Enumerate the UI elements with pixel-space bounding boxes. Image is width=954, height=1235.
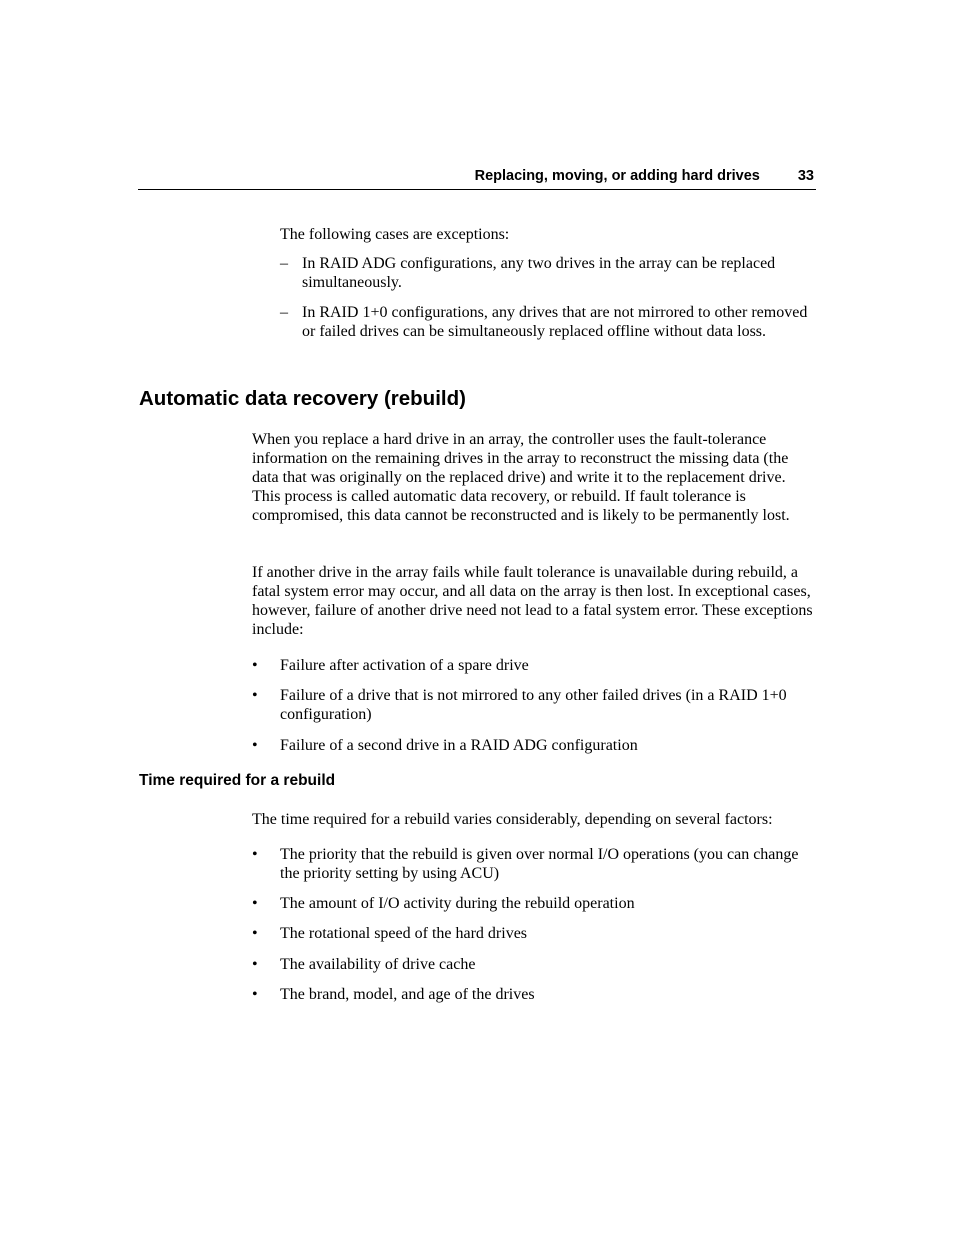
list-item-text: The availability of drive cache — [280, 956, 476, 973]
list-item-text: In RAID ADG configurations, any two drives in the array can be replaced simultaneously. — [302, 255, 776, 291]
list-item-text: The rotational speed of the hard drives — [280, 925, 528, 942]
paragraph: If another drive in the array fails while fault tolerance is unavailable during rebuild, a fatal system error may occur, and all data on the array is then lost. In exceptional cases, however, failure of another drive need not lead to a fatal system error. These exceptions include: — [252, 564, 813, 638]
bullet-marker: • — [252, 657, 258, 674]
page-header — [138, 168, 816, 190]
list-item-text: The priority that the rebuild is given over normal I/O operations (you can change the priority setting by using ACU) — [280, 846, 799, 882]
bullet-marker: • — [252, 956, 258, 973]
bullet-marker: • — [252, 846, 258, 863]
bullet-marker: • — [252, 925, 258, 942]
dash-marker: – — [280, 255, 288, 272]
exceptions-intro: The following cases are exceptions: — [280, 226, 510, 243]
list-item-text: In RAID 1+0 configurations, any drives that are not mirrored to other removed or failed drives can be simultaneously replaced offline without data loss. — [302, 304, 808, 340]
bullet-marker: • — [252, 986, 258, 1003]
paragraph: The time required for a rebuild varies considerably, depending on several factors: — [252, 811, 773, 828]
section-heading: Automatic data recovery (rebuild) — [139, 387, 466, 410]
header-title: Replacing, moving, or adding hard drives — [474, 168, 760, 184]
dash-marker: – — [280, 304, 288, 321]
list-item-text: Failure after activation of a spare drive — [280, 657, 529, 674]
list-item-text: The amount of I/O activity during the rebuild operation — [280, 895, 635, 912]
subsection-heading: Time required for a rebuild — [139, 772, 336, 789]
bullet-marker: • — [252, 737, 258, 754]
page-number: 33 — [797, 168, 814, 184]
bullet-marker: • — [252, 895, 258, 912]
list-item-text: The brand, model, and age of the drives — [280, 986, 535, 1003]
list-item-text: Failure of a drive that is not mirrored to any other failed drives (in a RAID 1+0 configuration) — [280, 687, 787, 723]
paragraph: When you replace a hard drive in an array, the controller uses the fault-tolerance information on the remaining drives in the array to reconstruct the missing data (the data that was originally on the replaced drive) and write it to the replacement drive. This process is called automatic data recovery, or rebuild. If fault tolerance is compromised, this data cannot be reconstructed and is likely to be permanently lost. — [252, 431, 790, 524]
bullet-marker: • — [252, 687, 258, 704]
list-item-text: Failure of a second drive in a RAID ADG configuration — [280, 737, 638, 754]
